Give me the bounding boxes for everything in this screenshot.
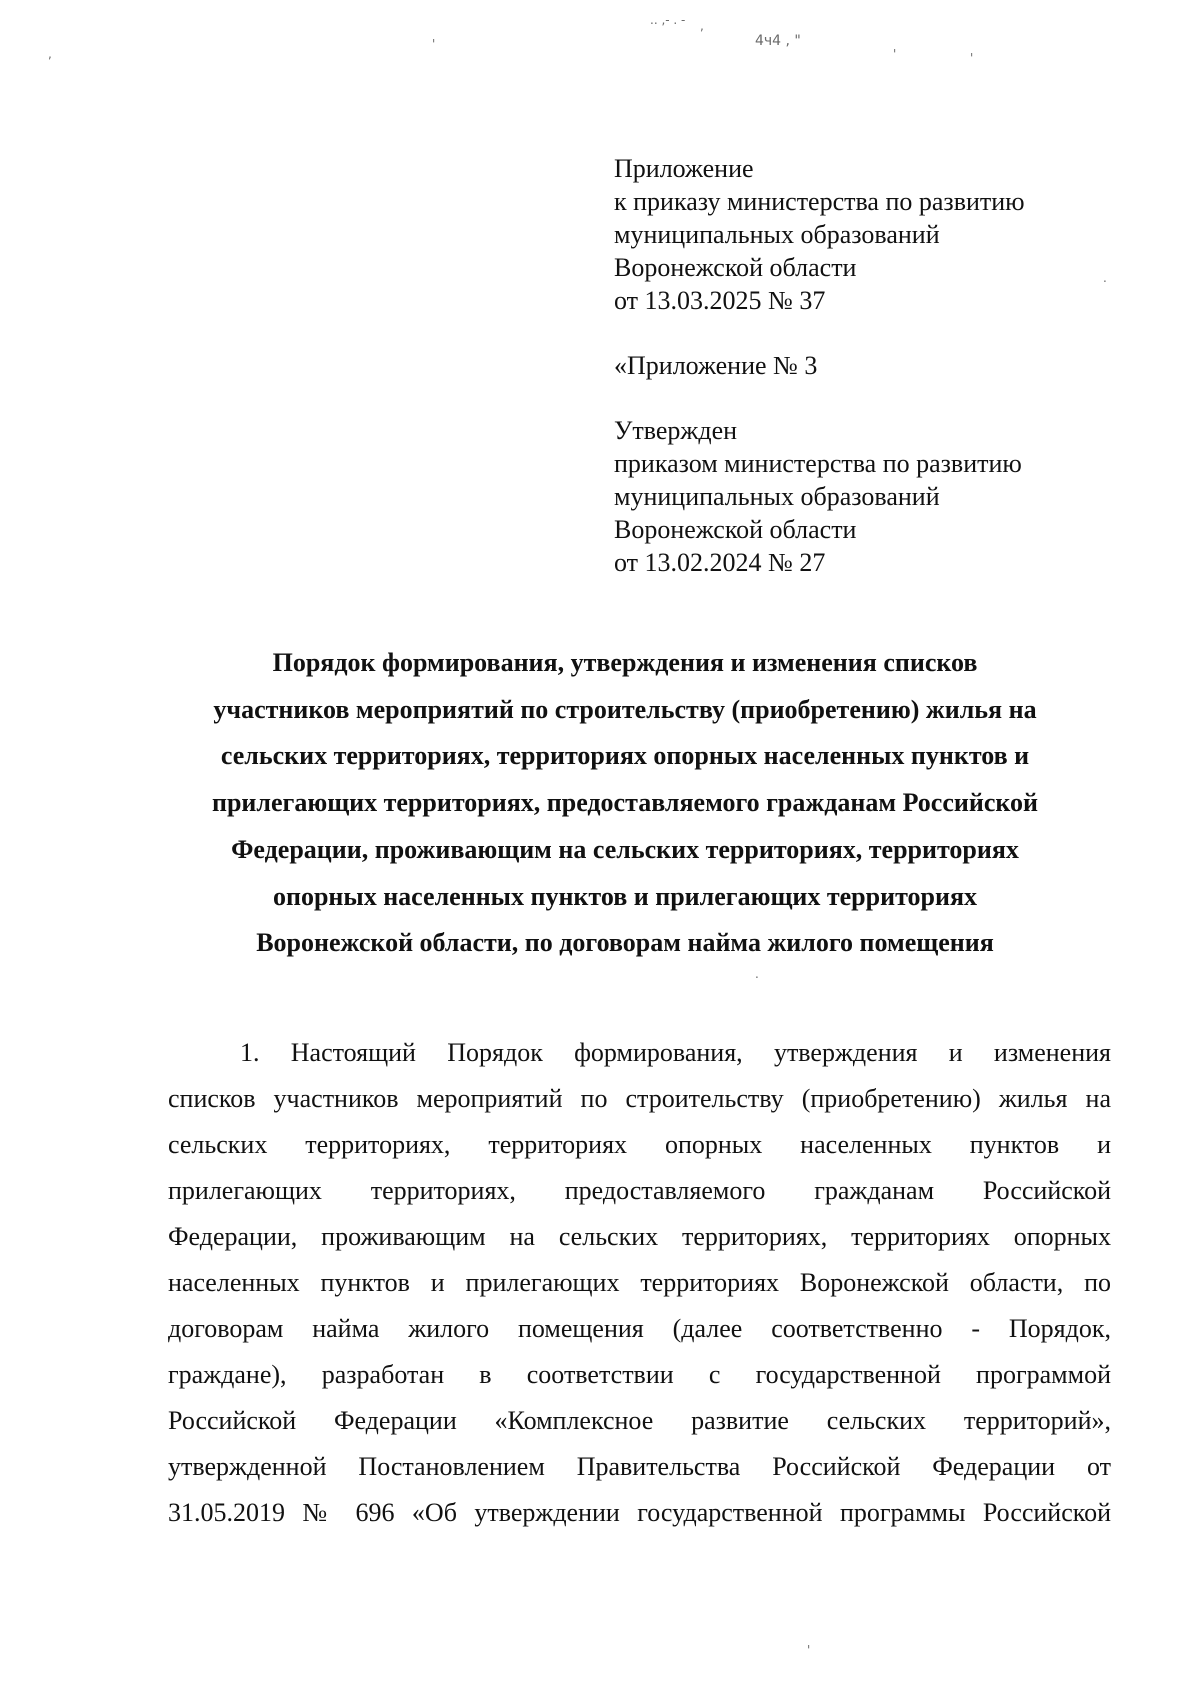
- approved-order-ref: Воронежской области: [614, 515, 857, 544]
- paragraph-line: 1. Настоящий Порядок формирования, утверждения и изменения: [240, 1038, 1111, 1067]
- paragraph-line: списков участников мероприятий по строительству (приобретению) жилья на: [168, 1084, 1111, 1113]
- paragraph-line: граждане), разработан в соответствии с государственной программой: [168, 1360, 1111, 1389]
- paragraph-line: Федерации, проживающим на сельских территориях, территориях опорных: [168, 1222, 1111, 1251]
- title-line: прилегающих территориях, предоставляемого гражданам Российской: [211, 788, 1039, 818]
- approved-order-ref: муниципальных образований: [614, 482, 940, 511]
- paragraph-line: населенных пунктов и прилегающих территориях Воронежской области, по: [168, 1268, 1111, 1297]
- approved-order-date: от 13.02.2024 № 27: [614, 548, 826, 577]
- document-title: [175, 640, 1075, 967]
- paragraph-1: [168, 1030, 1111, 1536]
- scan-noise-mark: ,: [700, 19, 704, 33]
- paragraph-line: сельских территориях, территориях опорных населенных пунктов и: [168, 1130, 1111, 1159]
- scan-noise-mark: .. ,- . -: [650, 13, 686, 27]
- paragraph-line: утвержденной Постановлением Правительства Российской Федерации от: [168, 1452, 1111, 1481]
- appendix-label: Приложение: [614, 154, 754, 183]
- appendix-number: «Приложение № 3: [614, 351, 818, 380]
- approved-label: Утвержден: [614, 416, 738, 445]
- scan-noise-mark: ': [807, 1643, 811, 1657]
- appendix-order-ref: к приказу министерства по развитию: [614, 187, 1025, 216]
- paragraph-line: Российской Федерации «Комплексное развитие сельских территорий»,: [168, 1406, 1111, 1435]
- paragraph-line: прилегающих территориях, предоставляемого гражданам Российской: [168, 1176, 1111, 1205]
- scan-noise-mark: .: [1103, 271, 1107, 285]
- title-line: опорных населенных пунктов и прилегающих территориях: [272, 881, 978, 911]
- title-line: участников мероприятий по строительству (приобретению) жилья на: [213, 694, 1037, 724]
- appendix-order-ref: муниципальных образований: [614, 220, 940, 249]
- scan-noise-mark: .: [755, 967, 759, 981]
- scan-noise-mark: ': [432, 37, 436, 51]
- scan-noise-mark: ,: [48, 47, 52, 61]
- scan-noise-mark: ': [893, 47, 897, 61]
- scan-noise-mark: 4ч4 , ": [755, 33, 801, 49]
- appendix-order-ref: Воронежской области: [614, 253, 857, 282]
- paragraph-line: договорам найма жилого помещения (далее соответственно - Порядок,: [168, 1314, 1111, 1343]
- title-line: Воронежской области, по договорам найма жилого помещения: [256, 928, 994, 958]
- appendix-header: [614, 152, 1134, 579]
- title-line: Порядок формирования, утверждения и изменения списков: [272, 648, 978, 677]
- scan-noise-mark: ': [970, 51, 974, 65]
- approved-order-ref: приказом министерства по развитию: [614, 449, 1022, 478]
- title-line: Федерации, проживающим на сельских территориях, территориях: [231, 834, 1019, 864]
- paragraph-line: 31.05.2019 № 696 «Об утверждении государственной программы Российской: [168, 1498, 1111, 1527]
- title-line: сельских территориях, территориях опорных населенных пунктов и: [220, 741, 1030, 771]
- appendix-order-date: от 13.03.2025 № 37: [614, 286, 826, 315]
